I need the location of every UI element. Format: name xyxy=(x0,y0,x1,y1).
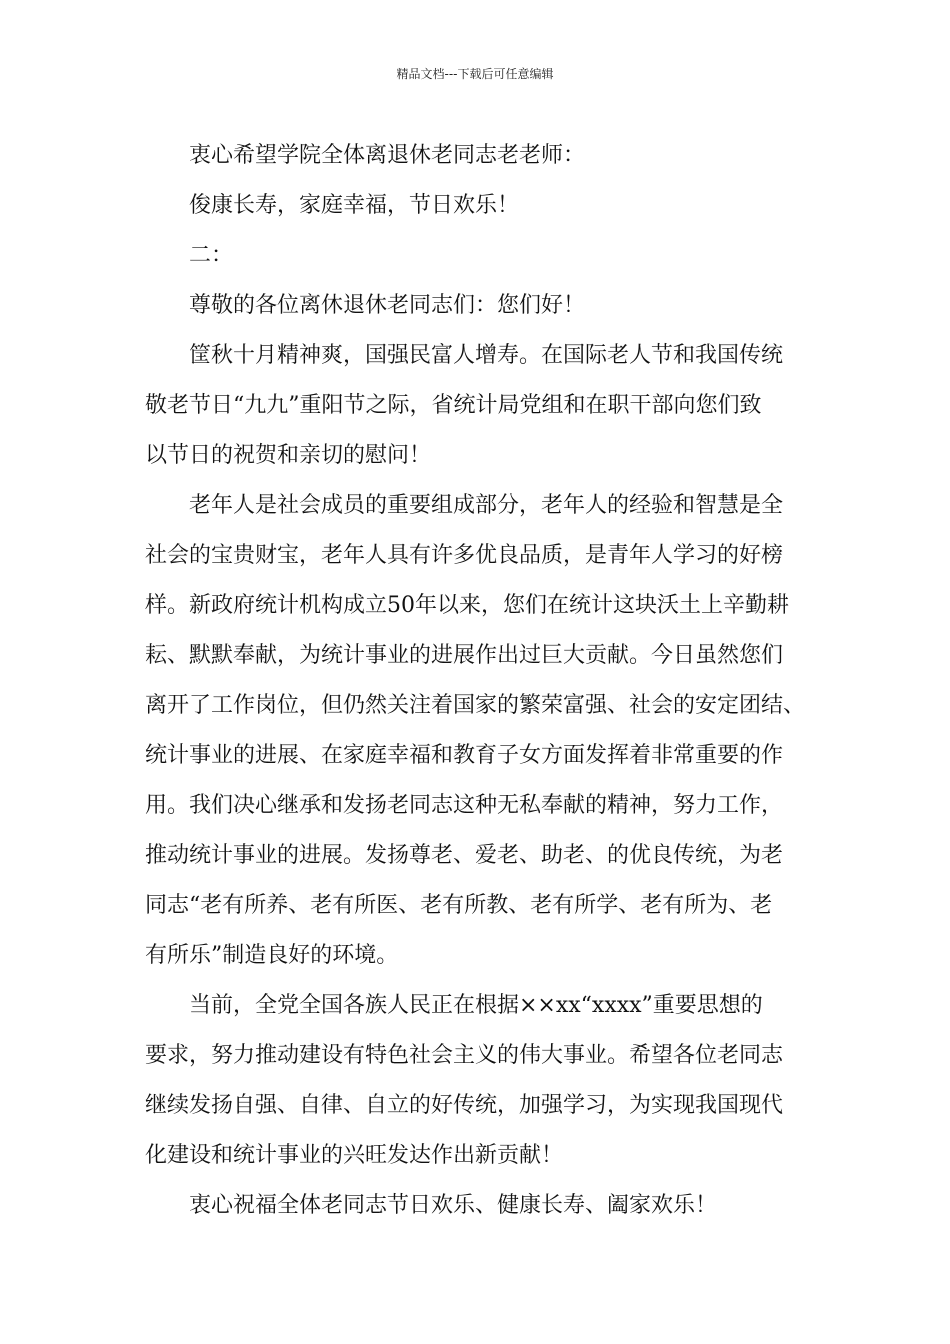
section-heading-two: 二： xyxy=(189,243,234,268)
text-line-greeting-2: 俊康长寿，家庭幸福，节日欢乐！ xyxy=(189,193,520,218)
paragraph-2-line-1: 老年人是社会成员的重要组成部分，老年人的经验和智慧是全 xyxy=(189,493,784,518)
salutation-line: 尊敬的各位离休退休老同志们：您们好！ xyxy=(189,293,586,318)
paragraph-3-line-4: 化建设和统计事业的兴旺发达作出新贡献！ xyxy=(145,1143,564,1168)
paragraph-2-line-4: 耘、默默奉献，为统计事业的进展作出过巨大贡献。今日虽然您们 xyxy=(145,643,784,668)
paragraph-2-line-3: 样。新政府统计机构成立50年以来，您们在统计这块沃土上辛勤耕 xyxy=(145,593,789,618)
document-body xyxy=(145,131,835,1231)
paragraph-1-line-2: 敬老节日“九九”重阳节之际，省统计局党组和在职干部向您们致 xyxy=(145,393,762,418)
paragraph-2-line-7: 用。我们决心继承和发扬老同志这种无私奉献的精神，努力工作， xyxy=(145,793,784,818)
paragraph-3-line-3: 继续发扬自强、自律、自立的好传统，加强学习，为实现我国现代 xyxy=(145,1093,784,1118)
paragraph-2-line-2: 社会的宝贵财宝，老年人具有许多优良品质，是青年人学习的好榜 xyxy=(145,543,784,568)
paragraph-2-line-5: 离开了工作岗位，但仍然关注着国家的繁荣富强、社会的安定团结、 xyxy=(145,693,806,718)
paragraph-2-line-10: 有所乐”制造良好的环境。 xyxy=(145,943,399,968)
paragraph-1-line-3: 以节日的祝贺和亲切的慰问！ xyxy=(145,443,432,468)
paragraph-3-line-1: 当前，全党全国各族人民正在根据××xx“xxxx”重要思想的 xyxy=(189,993,763,1018)
paragraph-1-line-1: 筐秋十月精神爽，国强民富人增寿。在国际老人节和我国传统 xyxy=(189,343,784,368)
paragraph-3-line-2: 要求，努力推动建设有特色社会主义的伟大事业。希望各位老同志 xyxy=(145,1043,784,1068)
closing-line: 衷心祝福全体老同志节日欢乐、健康长寿、阖家欢乐！ xyxy=(189,1193,718,1218)
text-line-greeting-1: 衷心希望学院全体离退休老同志老老师： xyxy=(189,143,586,168)
paragraph-2-line-6: 统计事业的进展、在家庭幸福和教育子女方面发挥着非常重要的作 xyxy=(145,743,784,768)
paragraph-2-line-9: 同志“老有所养、老有所医、老有所教、老有所学、老有所为、老 xyxy=(145,893,773,918)
paragraph-2-line-8: 推动统计事业的进展。发扬尊老、爱老、助老、的优良传统，为老 xyxy=(145,843,784,868)
page-header: 精品文档---下载后可任意编辑 xyxy=(396,67,554,81)
